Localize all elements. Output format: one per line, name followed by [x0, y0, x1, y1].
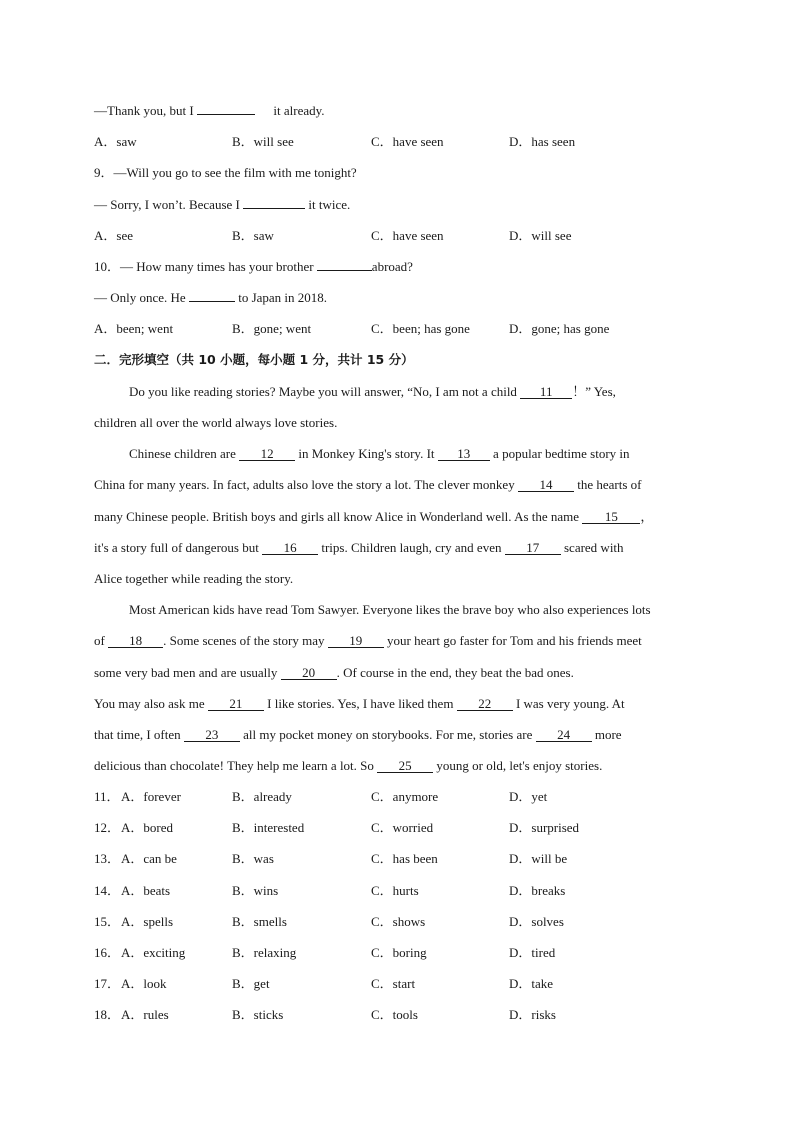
question-9-reply	[94, 197, 350, 213]
passage-text: Do you like reading stories? Maybe you will answer, “No, I am not a child	[129, 384, 517, 399]
passage-line	[94, 477, 641, 493]
passage-line	[94, 415, 337, 431]
passage-text: Most American kids have read Tom Sawyer. Everyone likes the brave boy who also experiences lots	[129, 602, 651, 617]
blank-22[interactable]: 22	[457, 697, 513, 711]
passage-text: many Chinese people. British boys and girls all know Alice in Wonderland well. As the name	[94, 509, 580, 524]
option-b[interactable]: B．will see	[232, 134, 294, 149]
option-d[interactable]: D．will see	[509, 228, 572, 243]
passage-line	[129, 446, 630, 462]
option-c[interactable]: C．tools	[371, 1007, 418, 1022]
blank-11[interactable]: 11	[520, 385, 572, 399]
blank-14[interactable]: 14	[518, 478, 574, 492]
option-d[interactable]: D．has seen	[509, 134, 576, 149]
passage-text: ，	[640, 509, 654, 524]
option-d[interactable]: D．risks	[509, 1007, 556, 1022]
passage-text: that time, I often	[94, 727, 181, 742]
option-d[interactable]: D．gone; has gone	[509, 321, 610, 336]
question-number: 15．	[94, 914, 121, 929]
blank-18[interactable]: 18	[108, 634, 163, 648]
passage-text: China for many years. In fact, adults also love the story a lot. The clever monkey	[94, 477, 515, 492]
passage-text: trips. Children laugh, cry and even	[321, 540, 502, 555]
passage-text: delicious than chocolate! They help me learn a lot. So	[94, 758, 374, 773]
blank-17[interactable]: 17	[505, 541, 561, 555]
reply-text: — Sorry, I won’t. Because I	[94, 197, 240, 212]
question-10-prompt	[94, 259, 413, 275]
passage-text: Chinese children are	[129, 446, 236, 461]
option-a[interactable]: A．exciting	[121, 945, 186, 960]
reply-text: — Only once. He	[94, 290, 186, 305]
option-a[interactable]: A．beats	[121, 883, 171, 898]
option-d[interactable]: D．breaks	[509, 883, 566, 898]
passage-text: the hearts of	[577, 477, 642, 492]
passage-line	[94, 540, 624, 556]
blank-12[interactable]: 12	[239, 447, 295, 461]
option-d[interactable]: D．solves	[509, 914, 564, 929]
question-number: 17．	[94, 976, 121, 991]
question-number: 14．	[94, 883, 121, 898]
passage-line	[94, 758, 602, 774]
passage-text: young or old, let's enjoy stories.	[436, 758, 603, 773]
option-b[interactable]: B．gone; went	[232, 321, 312, 336]
passage-text: a popular bedtime story in	[493, 446, 630, 461]
option-c[interactable]: C．have seen	[371, 134, 444, 149]
option-c[interactable]: C．been; has gone	[371, 321, 470, 336]
option-c[interactable]: C．worried	[371, 820, 434, 835]
option-a[interactable]: A．can be	[121, 851, 177, 866]
passage-text: your heart go faster for Tom and his friends meet	[386, 633, 642, 648]
option-b[interactable]: B．wins	[232, 883, 279, 898]
passage-text: I like stories. Yes, I have liked them	[267, 696, 454, 711]
passage-line	[129, 602, 651, 618]
question-8-reply	[94, 103, 325, 119]
option-a[interactable]: A．bored	[121, 820, 173, 835]
option-b[interactable]: B．smells	[232, 914, 287, 929]
passage-text: ！” Yes,	[572, 384, 616, 399]
passage-line	[94, 696, 625, 712]
option-a[interactable]: A．look	[121, 976, 167, 991]
reply-text: it twice.	[308, 197, 351, 212]
option-d[interactable]: D．take	[509, 976, 554, 991]
blank-23[interactable]: 23	[184, 728, 240, 742]
blank-21[interactable]: 21	[208, 697, 264, 711]
option-a[interactable]: A．spells	[121, 914, 174, 929]
question-number: 13．	[94, 851, 121, 866]
passage-line	[94, 633, 642, 649]
option-d[interactable]: D．tired	[509, 945, 556, 960]
option-c[interactable]: C．have seen	[371, 228, 444, 243]
option-b[interactable]: B．sticks	[232, 1007, 284, 1022]
answer-blank[interactable]	[189, 301, 235, 302]
option-a[interactable]: A．been; went	[94, 321, 174, 336]
option-b[interactable]: B．was	[232, 851, 274, 866]
blank-15[interactable]: 15	[582, 510, 640, 524]
passage-text: more	[594, 727, 622, 742]
option-b[interactable]: B．saw	[232, 228, 274, 243]
question-10-reply	[94, 290, 327, 306]
question-9-prompt	[94, 165, 357, 181]
passage-text: of	[94, 633, 105, 648]
question-number: 11．	[94, 789, 120, 804]
option-c[interactable]: C．start	[371, 976, 416, 991]
question-number: 18．	[94, 1007, 121, 1022]
passage-text: . Some scenes of the story may	[163, 633, 325, 648]
reply-text: —Thank you, but I	[94, 103, 194, 118]
answer-blank[interactable]	[197, 114, 255, 115]
passage-line	[129, 384, 616, 400]
question-text: —Will you go to see the film with me tonight?	[113, 165, 357, 180]
option-b[interactable]: B．already	[232, 789, 292, 804]
passage-line	[94, 665, 574, 681]
option-c[interactable]: C．has been	[371, 851, 438, 866]
section-title: 二．完形填空（共 10 小题，每小题 1 分，共计 15 分）	[94, 352, 414, 367]
blank-25[interactable]: 25	[377, 759, 433, 773]
answer-blank[interactable]	[243, 208, 305, 209]
question-number: 9．	[94, 165, 114, 180]
option-c[interactable]: C．shows	[371, 914, 426, 929]
passage-text: it's a story full of dangerous but	[94, 540, 259, 555]
blank-24[interactable]: 24	[536, 728, 592, 742]
option-d[interactable]: D．yet	[509, 789, 548, 804]
passage-text: You may also ask me	[94, 696, 205, 711]
passage-line	[94, 509, 653, 525]
option-c[interactable]: C．boring	[371, 945, 427, 960]
question-number: 10．	[94, 259, 121, 274]
passage-text: some very bad men and are usually	[94, 665, 278, 680]
question-text: — How many times has your brother	[120, 259, 314, 274]
question-text: abroad?	[371, 259, 413, 274]
passage-text: all my pocket money on storybooks. For me, stories are	[243, 727, 533, 742]
passage-text: . Of course in the end, they beat the bad ones.	[336, 665, 574, 680]
option-c[interactable]: C．anymore	[371, 789, 439, 804]
question-number: 12．	[94, 820, 121, 835]
option-b[interactable]: B．get	[232, 976, 270, 991]
blank-16[interactable]: 16	[262, 541, 318, 555]
passage-text: in Monkey King's story. It	[298, 446, 435, 461]
option-a[interactable]: A．saw	[94, 134, 137, 149]
answer-blank[interactable]	[317, 270, 372, 271]
passage-text: scared with	[563, 540, 624, 555]
passage-text: I was very young. At	[515, 696, 625, 711]
blank-19[interactable]: 19	[328, 634, 384, 648]
option-b[interactable]: B．interested	[232, 820, 305, 835]
reply-text: it already.	[273, 103, 325, 118]
option-c[interactable]: C．hurts	[371, 883, 419, 898]
option-a[interactable]: A．rules	[121, 1007, 169, 1022]
question-number: 16．	[94, 945, 121, 960]
blank-20[interactable]: 20	[281, 666, 337, 680]
passage-text: Alice together while reading the story.	[94, 571, 294, 586]
passage-line	[94, 571, 293, 587]
passage-line	[94, 727, 622, 743]
option-d[interactable]: D．surprised	[509, 820, 580, 835]
blank-13[interactable]: 13	[438, 447, 490, 461]
reply-text: to Japan in 2018.	[238, 290, 328, 305]
option-d[interactable]: D．will be	[509, 851, 568, 866]
option-a[interactable]: A．see	[94, 228, 133, 243]
passage-text: children all over the world always love stories.	[94, 415, 338, 430]
option-a[interactable]: A．forever	[121, 789, 181, 804]
option-b[interactable]: B．relaxing	[232, 945, 297, 960]
